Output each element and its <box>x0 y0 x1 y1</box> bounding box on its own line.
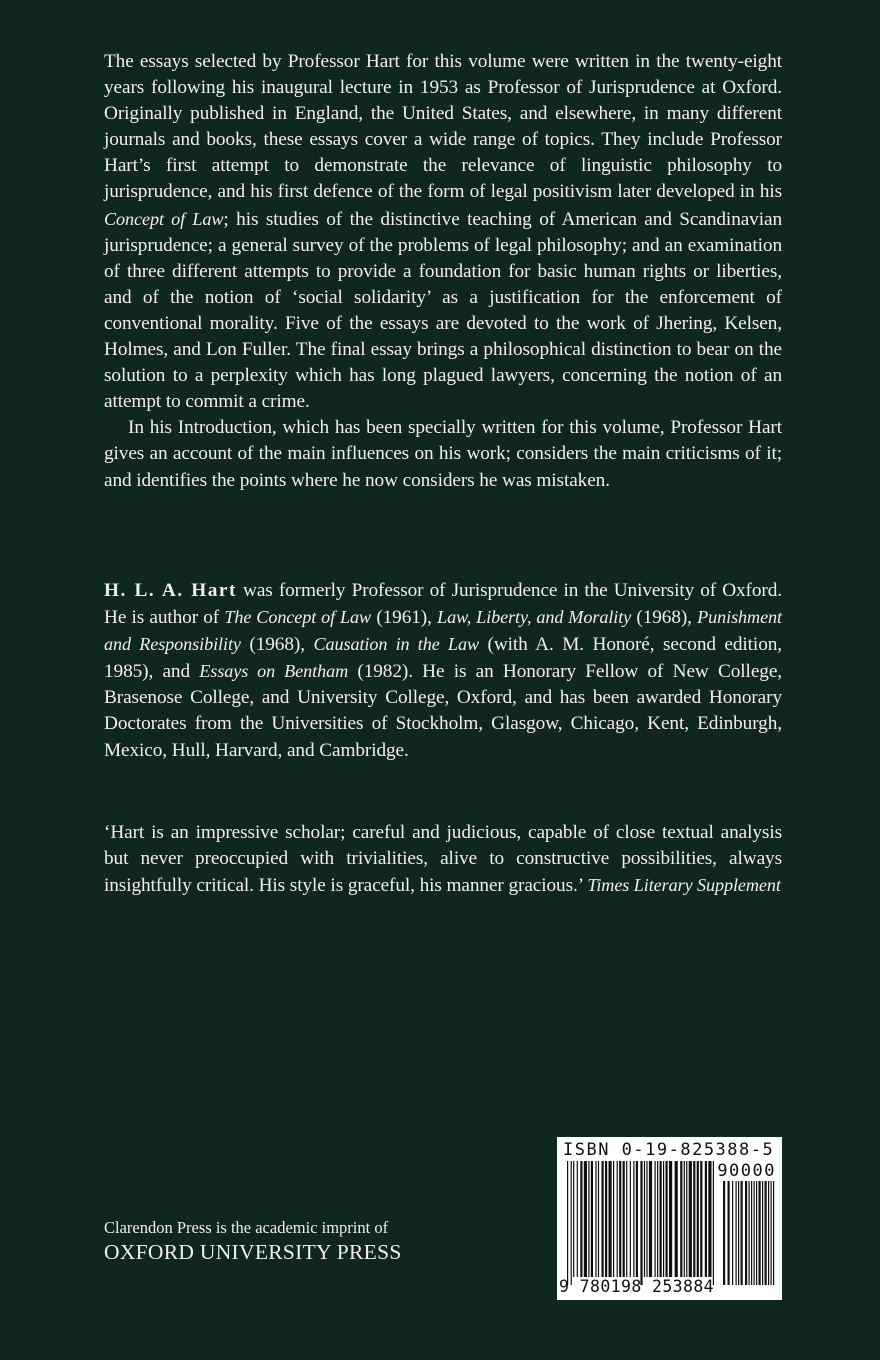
barcode-bar <box>689 1161 692 1277</box>
isbn-number: ISBN 0-19-825388-5 <box>563 1140 775 1160</box>
barcode-bar <box>684 1161 685 1277</box>
book-description <box>104 49 782 494</box>
isbn-barcode <box>557 1137 782 1300</box>
barcode-bar <box>580 1161 582 1277</box>
barcode-bar <box>705 1161 707 1277</box>
barcode-bar <box>577 1161 578 1277</box>
quote-text: ‘Hart is an impressive scholar; careful and judicious, capable of close textual analysis but never preoccupied with trivialities, alive to constructive possibilities, always insightfully critical. His style is graceful, his manner gracious.’ <box>104 822 782 897</box>
barcode-bar <box>584 1161 587 1277</box>
barcode-bar <box>700 1161 702 1277</box>
book-title: Causation in the Law <box>313 634 479 655</box>
barcode-bar <box>591 1161 593 1277</box>
barcode-bar <box>617 1161 618 1277</box>
barcode-bar <box>669 1161 672 1277</box>
barcode-bar <box>749 1181 750 1285</box>
ean-digits: 9 780198 253884 <box>559 1277 715 1296</box>
book-title: The Concept of Law <box>224 607 372 628</box>
review-quote <box>104 820 782 899</box>
barcode-bar <box>630 1161 631 1277</box>
barcode-bar <box>741 1181 743 1285</box>
barcode-bar <box>666 1161 668 1277</box>
description-paragraph-2: In his Introduction, which has been specially written for this volume, Professor Hart gives an account of the main influences on his work; considers the main criticisms of it; and identifies the points where he now considers he was mistaken. <box>104 417 782 491</box>
barcode-bar <box>613 1161 614 1277</box>
barcode-bar <box>640 1161 642 1285</box>
book-title: Punishment and Responsibility <box>104 607 783 655</box>
barcode-bar <box>675 1161 678 1277</box>
barcode-bar <box>646 1161 647 1277</box>
barcode-bar <box>738 1181 739 1285</box>
barcode-bar <box>633 1161 634 1277</box>
barcode-bars <box>557 1137 782 1300</box>
barcode-bar <box>598 1161 599 1277</box>
barcode-bar <box>655 1161 656 1277</box>
barcode-bar <box>708 1161 711 1277</box>
barcode-bar <box>754 1181 755 1285</box>
quote-source: Times Literary Supplement <box>587 875 781 896</box>
barcode-bar <box>609 1161 612 1277</box>
barcode-bar <box>573 1161 574 1277</box>
barcode-bar <box>626 1161 627 1277</box>
price-code: 90000 <box>717 1161 776 1181</box>
barcode-bar <box>663 1161 664 1277</box>
barcode-bar <box>605 1161 607 1277</box>
author-name: H. L. A. Hart <box>104 580 237 601</box>
barcode-bar <box>751 1181 752 1285</box>
barcode-bar <box>649 1161 652 1277</box>
barcode-bar <box>567 1161 568 1285</box>
barcode-bar <box>713 1161 714 1285</box>
barcode-bar <box>623 1161 625 1277</box>
publisher-name: OXFORD UNIVERSITY PRESS <box>104 1240 402 1264</box>
barcode-bar <box>680 1161 682 1277</box>
barcode-bar <box>765 1181 767 1285</box>
barcode-bar <box>697 1161 699 1277</box>
imprint-note: Clarendon Press is the academic imprint of <box>104 1218 389 1237</box>
barcode-bar <box>686 1161 687 1277</box>
barcode-bar <box>660 1161 662 1277</box>
barcode-bar <box>728 1181 730 1285</box>
barcode-bar <box>732 1181 733 1285</box>
barcode-bar <box>644 1161 645 1277</box>
book-title: Law, Liberty, and Morality <box>437 607 632 628</box>
barcode-bar <box>571 1161 572 1285</box>
barcode-bar <box>693 1161 695 1277</box>
barcode-bar <box>771 1181 772 1285</box>
barcode-bar <box>588 1161 589 1277</box>
author-biography: H. L. A. Hart was formerly Professor of Jurisprudence in the University of Oxford. He is author of The Concept of Law (1961), Law, Liberty, and Morality (1968), Punishment and Responsibility (1968), Causation in the Law (with A. M. Honoré, second edition, 1985), and Essays on Bentham (1982). He is an Honorary Fellow of New College, Brasenose College, and University College, Oxford, and has been awarded Honorary Doctorates from the Universities of Stockholm, Glasgow, Chicago, Kent, Edinburgh, Mexico, Hull, Harvard, and Cambridge. <box>104 580 783 761</box>
barcode-bar <box>762 1181 763 1285</box>
book-title: Essays on Bentham <box>199 661 349 682</box>
barcode-bar <box>756 1181 757 1285</box>
barcode-bar <box>768 1181 769 1285</box>
barcode-bar <box>745 1181 747 1285</box>
barcode-bar <box>595 1161 596 1277</box>
barcode-bar <box>602 1161 604 1277</box>
barcode-bar <box>657 1161 658 1277</box>
barcode-bar <box>759 1181 761 1285</box>
description-paragraph-1: The essays selected by Professor Hart for this volume were written in the twenty-eight years following his inaugural lecture in 1953 as Professor of Jurisprudence at Oxford. Originally published in England, the United States, and elsewhere, in many different journals and books, these essays cover a wide range of topics. They include Professor Hart’s first attempt to demonstrate the relevance of linguistic philosophy to jurisprudence, and his first defence of the form of legal positivism later developed in his Concept of Law; his studies of the distinctive teaching of American and Scandinavian jurisprudence; a general survey of the problems of legal philosophy; and an examination of three different attempts to provide a foundation for basic human rights or liberties, and of the notion of ‘social solidarity’ as a justification for the enforcement of conventional morality. Five of the essays are devoted to the work of Jhering, Kelsen, Holmes, and Lon Fuller. The final essay brings a philosophical distinction to bear on the solution to a perplexity which has long plagued lawyers, concerning the notion of an attempt to commit a crime. <box>104 51 782 413</box>
barcode-bar <box>636 1161 638 1277</box>
barcode-bar <box>773 1181 774 1285</box>
publisher-imprint <box>104 1218 524 1264</box>
book-title-concept-of-law: Concept of Law <box>104 208 224 229</box>
barcode-bar <box>619 1161 621 1277</box>
barcode-bar <box>736 1181 737 1285</box>
barcode-bar <box>723 1181 725 1285</box>
